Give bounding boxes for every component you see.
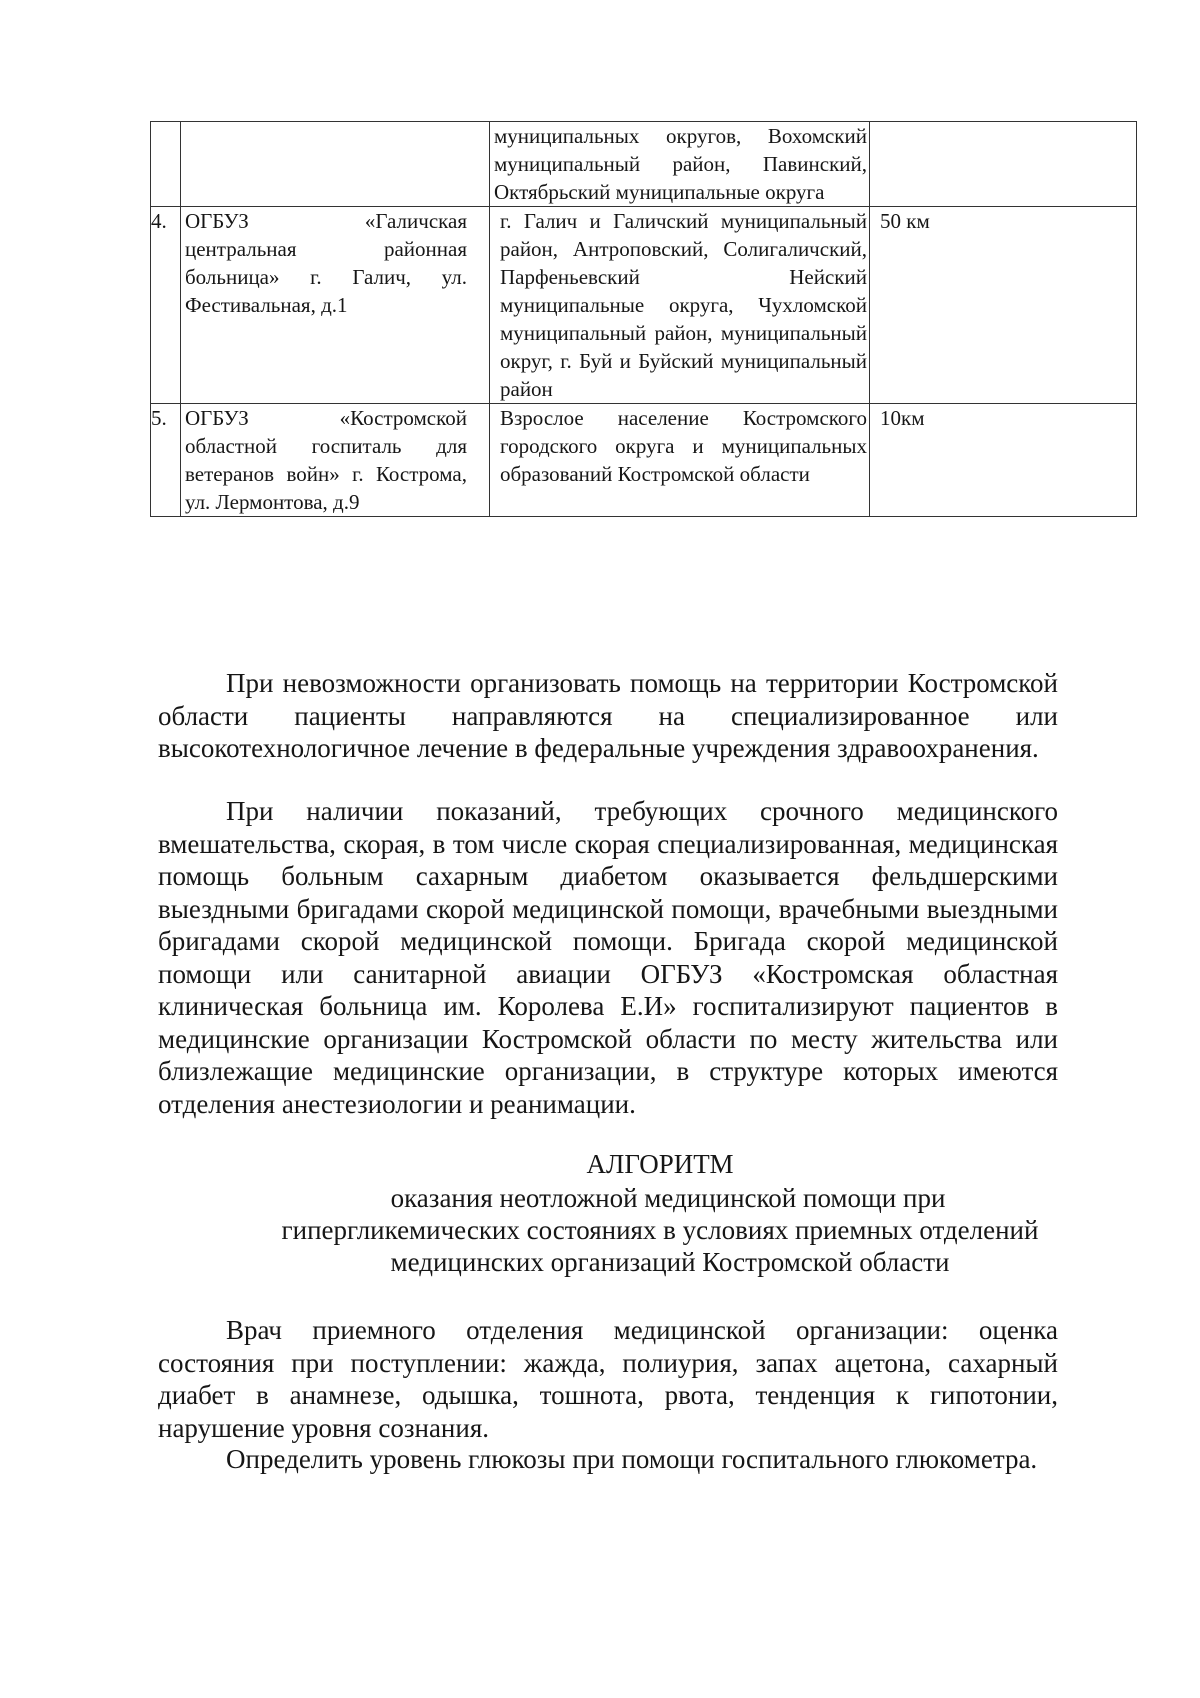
table-row xyxy=(151,404,1137,517)
row-number: 5. xyxy=(151,404,181,517)
algorithm-subtitle-line-3: медицинских организаций Костромской области xyxy=(390,1247,950,1277)
algorithm-title: АЛГОРИТМ xyxy=(586,1149,734,1179)
organization-cell: ОГБУЗ «Костромской областной госпиталь для ветеранов войн» г. Кострома, ул. Лермонтова, д.9 xyxy=(181,404,490,517)
paragraph-emergency-care: При наличии показаний, требующих срочного медицинского вмешательства, скорая, в том числе скорая специализированная, медицинская помощь больным сахарным диабетом оказывается фельдшерскими выездными бригадами скорой медицинской помощи, врачебными выездными бригадами скорой медицинской помощи. Бригада скорой медицинской помощи или санитарной авиации ОГБУЗ «Костромская областная клиническая больница им. Королева Е.И» госпитализируют пациентов в медицинские организации Костромской области по месту жительства или близлежащие медицинские организации, в структуре которых имеются отделения анестезиологии и реанимации. xyxy=(158,796,1058,1119)
row-number: 4. xyxy=(151,207,181,404)
row-number xyxy=(151,122,181,207)
algorithm-subtitle-line-2: гипергликемических состояниях в условиях приемных отделений xyxy=(281,1215,1039,1245)
service-area-cell: муниципальных округов, Вохомский муниципальный район, Павинский, Октябрьский муниципальные округа xyxy=(490,122,870,207)
facilities-table xyxy=(150,121,1137,517)
algorithm-subtitle-line-1: оказания неотложной медицинской помощи при xyxy=(390,1183,946,1213)
paragraph-referral: При невозможности организовать помощь на территории Костромской области пациенты направляются на специализированное или высокотехнологичное лечение в федеральные учреждения здравоохранения. xyxy=(158,668,1058,763)
paragraph-assessment: Врач приемного отделения медицинской организации: оценка состояния при поступлении: жажда, полиурия, запах ацетона, сахарный диабет в анамнезе, одышка, тошнота, рвота, тенденция к гипотонии, нарушение уровня сознания. xyxy=(158,1315,1058,1443)
distance-cell: 10км xyxy=(870,404,1137,517)
table-row xyxy=(151,207,1137,404)
distance-cell xyxy=(870,122,1137,207)
distance-cell: 50 км xyxy=(870,207,1137,404)
paragraph-glucose: Определить уровень глюкозы при помощи госпитального глюкометра. xyxy=(226,1444,1038,1474)
organization-cell xyxy=(181,122,490,207)
table-row xyxy=(151,122,1137,207)
organization-cell: ОГБУЗ «Галичская центральная районная больница» г. Галич, ул. Фестивальная, д.1 xyxy=(181,207,490,404)
service-area-cell: Взрослое население Костромского городского округа и муниципальных образований Костромской области xyxy=(490,404,870,517)
service-area-cell: г. Галич и Галичский муниципальный район, Антроповский, Солигаличский, Парфеньевский Нейский муниципальные округа, Чухломской муниципальный район, муниципальный округ, г. Буй и Буйский муниципальный район xyxy=(490,207,870,404)
